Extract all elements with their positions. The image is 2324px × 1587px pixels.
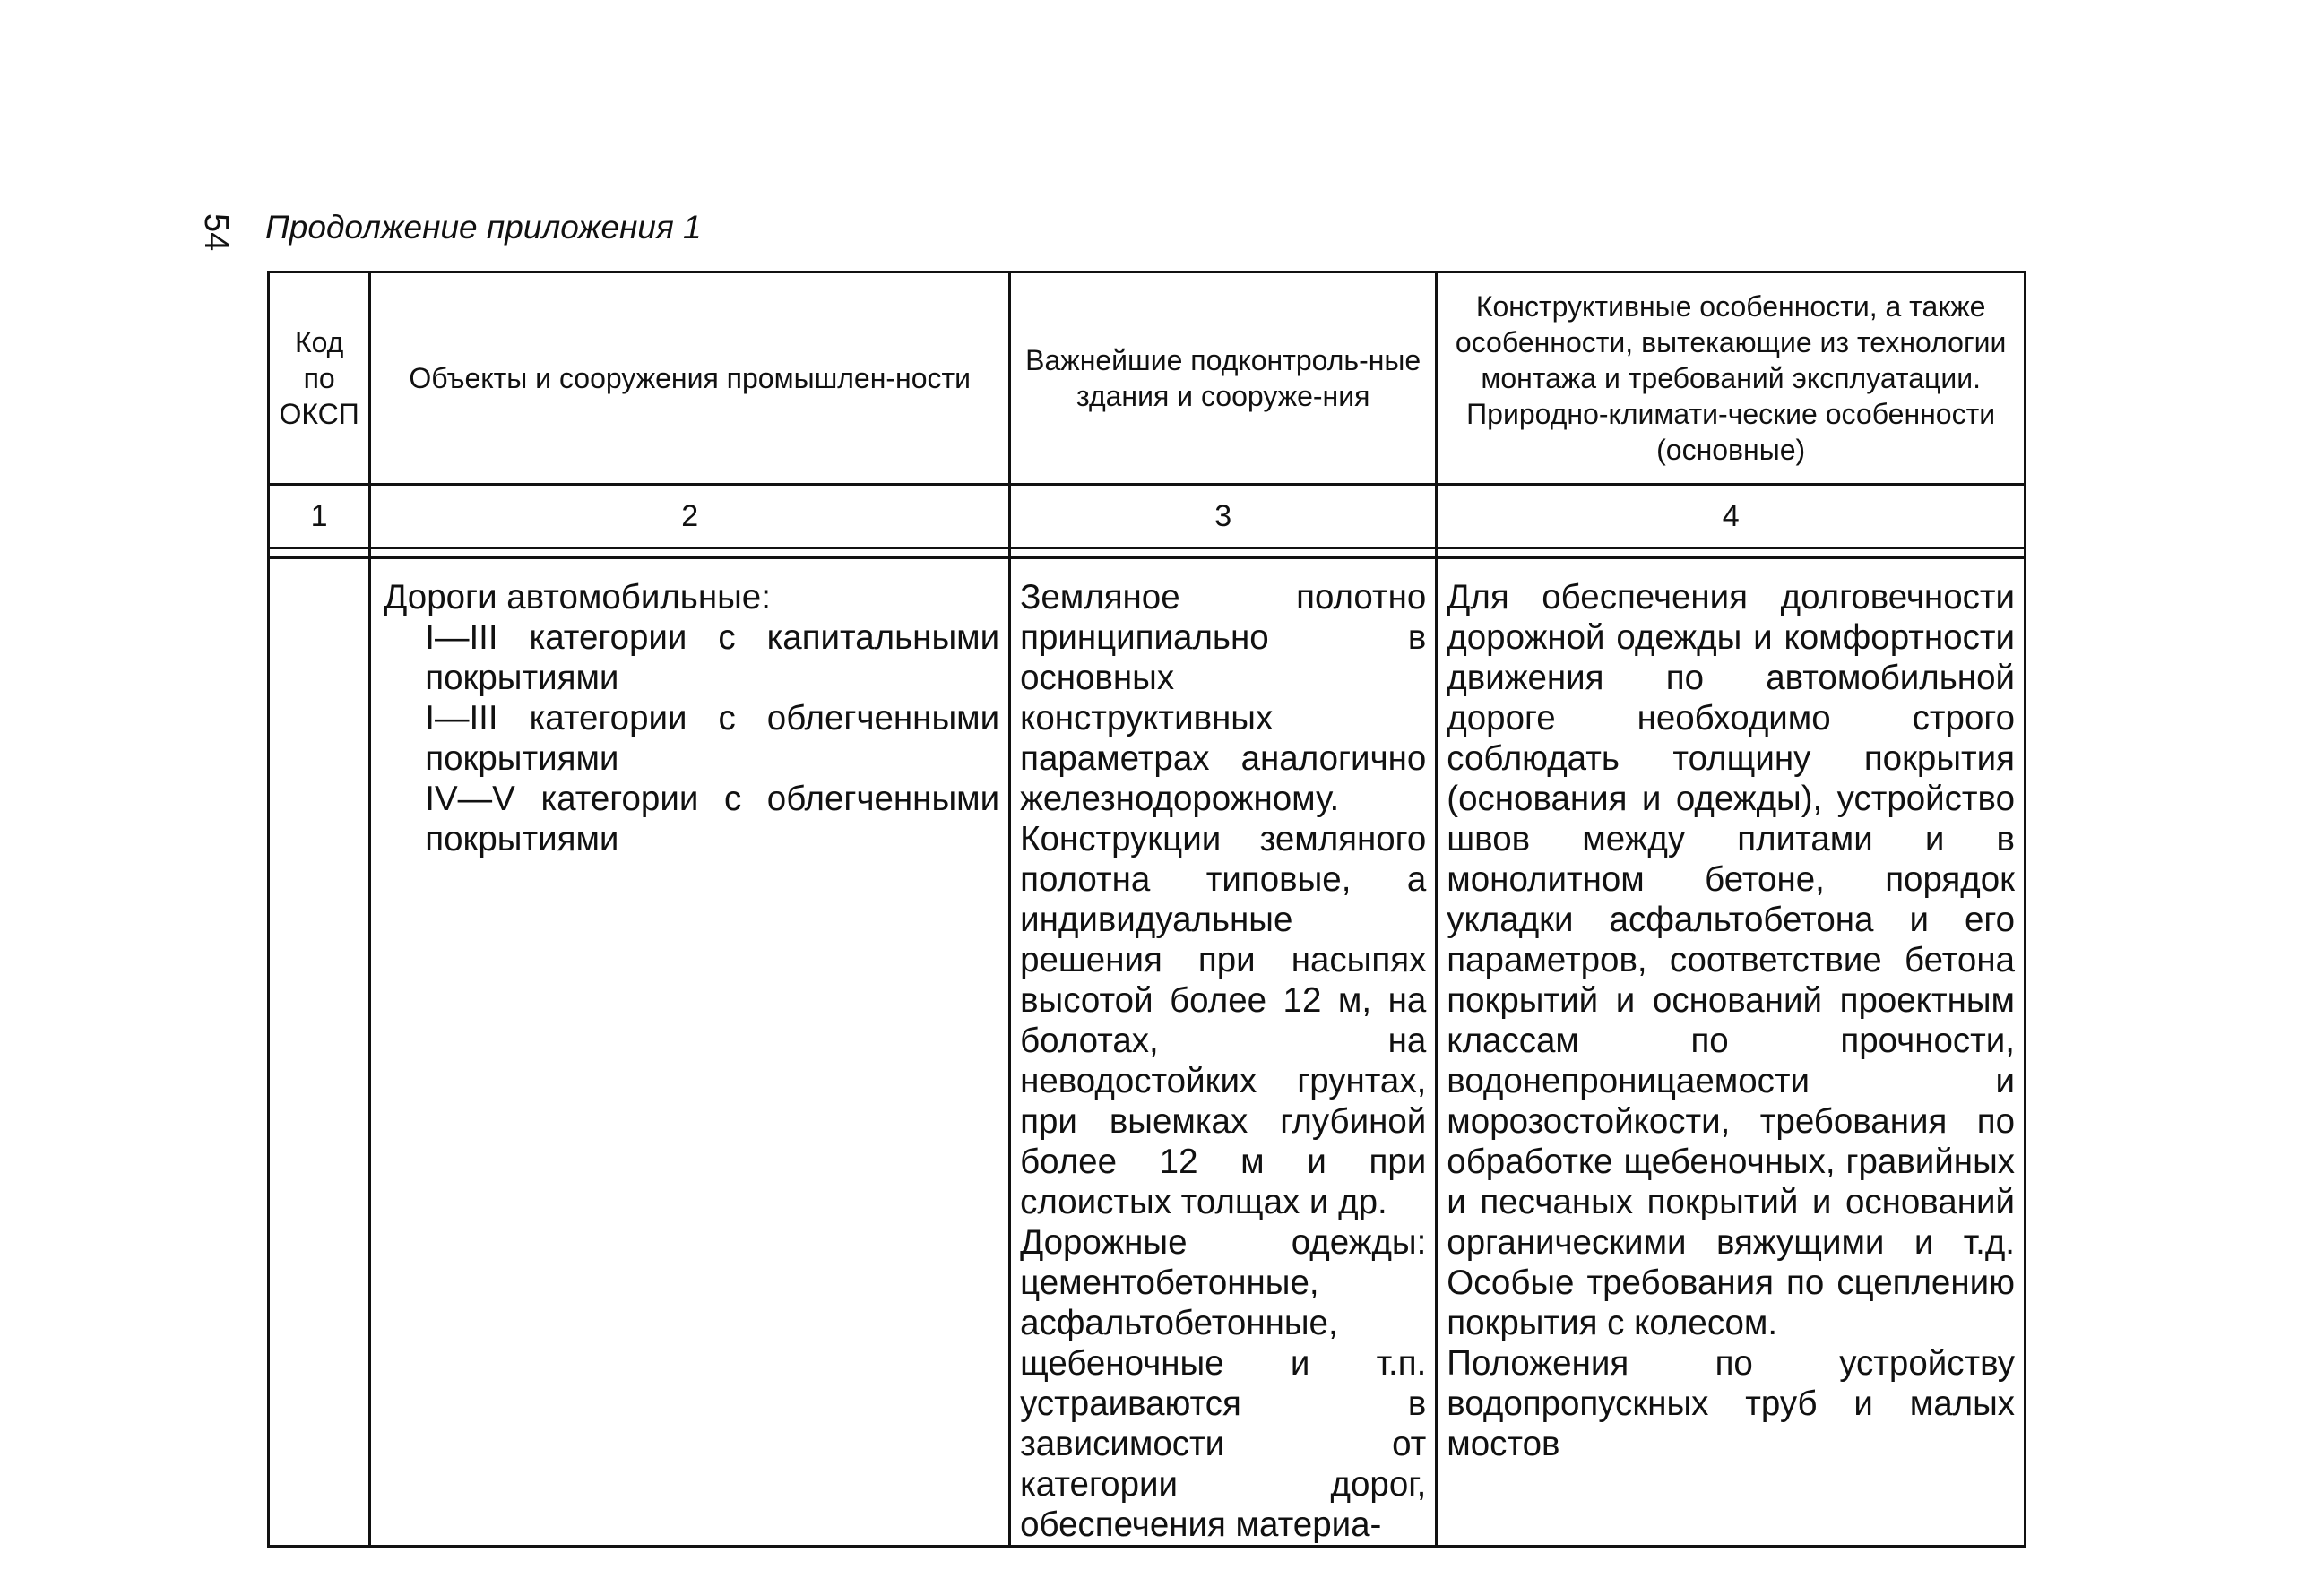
objects-item: I—III категории с облегченными покрытиями — [425, 699, 1000, 778]
features-paragraph: Положения по устройству водопропускных труб и малых мостов — [1447, 1344, 2015, 1463]
column-number: 1 — [269, 485, 370, 548]
table-row — [269, 558, 2026, 1547]
page-number: 54 — [197, 213, 235, 252]
header-objects: Объекты и сооружения промышлен-ности — [370, 272, 1010, 485]
objects-item: IV—V категории с облегченными покрытиями — [425, 780, 1000, 858]
header-code: Код по ОКСП — [269, 272, 370, 485]
column-number-row — [269, 485, 2026, 548]
objects-cell — [370, 558, 1010, 1547]
running-head: Продолжение приложения 1 — [265, 209, 702, 246]
separator-row — [269, 548, 2026, 558]
appendix-table — [267, 271, 2026, 1548]
header-row — [269, 272, 2026, 485]
features-paragraph: Для обеспечения долговечности дорожной одежды и комфортности движения по автомобильной дороге необходимо строго соблюдать толщину покрытия (основания и одежды), устройство швов между плитами и в монолитном бетоне, порядок укладки асфальтобетона и его параметров, соответствие бетона покрытий и оснований проектным классам по прочности, водонепроницаемости и морозостойкости, требования по обработке щебеночных, гравийных и песчаных покрытий и оснований органическими вяжущими и т.д. Особые требования по сцеплению покрытия с колесом. — [1447, 578, 2015, 1342]
code-cell — [269, 558, 370, 1547]
column-number: 2 — [370, 485, 1010, 548]
buildings-paragraph: Земляное полотно принципиально в основных конструктивных параметрах аналогично железнодорожному. Конструкции земляного полотна типовые, а индивидуальные решения при насыпях высотой более 12 м, на болотах, на неводостойких грунтах, при выемках глубиной более 12 м и при слоистых толщах и др. — [1020, 578, 1427, 1221]
buildings-paragraph: Дорожные одежды: цементобетонные, асфальтобетонные, щебеночные и т.п. устраиваются в зависимости от категории дорог, обеспечения материа- — [1020, 1223, 1427, 1544]
buildings-cell — [1010, 558, 1437, 1547]
features-cell — [1437, 558, 2026, 1547]
header-buildings: Важнейшие подконтроль-ные здания и сооруже-ния — [1010, 272, 1437, 485]
objects-item: I—III категории с капитальными покрытиями — [425, 618, 1000, 697]
header-features: Конструктивные особенности, а также особенности, вытекающие из технологии монтажа и требований эксплуатации. Природно-климати-ческие особенности (основные) — [1437, 272, 2026, 485]
column-number: 4 — [1437, 485, 2026, 548]
column-number: 3 — [1010, 485, 1437, 548]
objects-title: Дороги автомобильные: — [384, 578, 771, 617]
